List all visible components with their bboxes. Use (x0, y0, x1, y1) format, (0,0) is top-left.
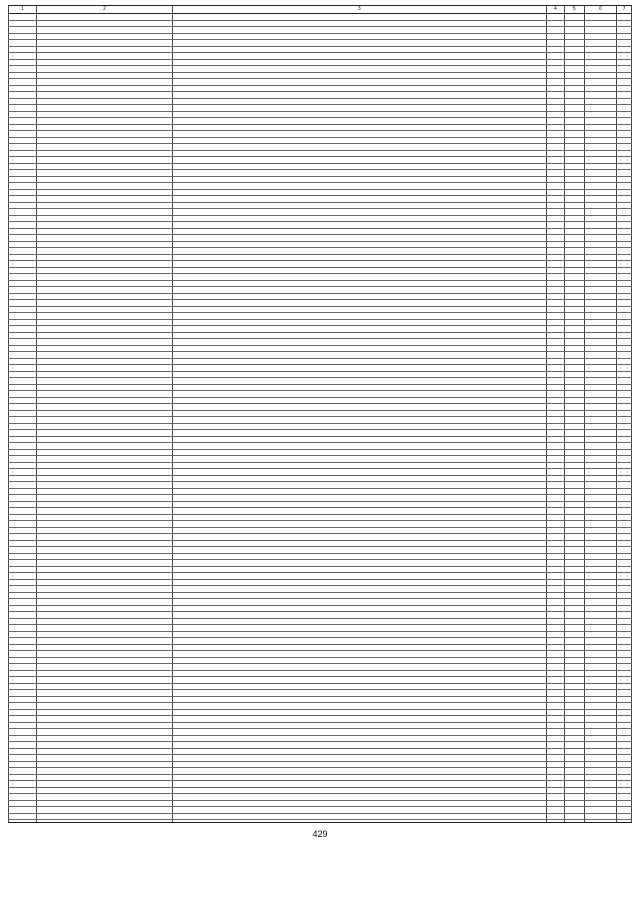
table-cell (547, 820, 565, 824)
table-cell (37, 820, 172, 824)
column-header-6: 6 (584, 6, 617, 14)
works-table-grid (8, 6, 632, 823)
table-cell (172, 820, 546, 824)
page-number: 429 (312, 829, 328, 839)
table-cell (617, 820, 632, 824)
column-header-5: 5 (564, 6, 584, 14)
table-header (9, 6, 632, 14)
works-table (8, 5, 632, 823)
column-header-3: 3 (172, 6, 546, 14)
column-header-4: 4 (547, 6, 565, 14)
column-header-1: 1 (9, 6, 37, 14)
column-header-2: 2 (37, 6, 172, 14)
table-row (9, 820, 632, 824)
column-header-7: 7 (617, 6, 632, 14)
table-cell (584, 820, 617, 824)
table-body (9, 14, 632, 824)
table-cell (9, 820, 37, 824)
header-row (9, 6, 632, 14)
table-cell (564, 820, 584, 824)
